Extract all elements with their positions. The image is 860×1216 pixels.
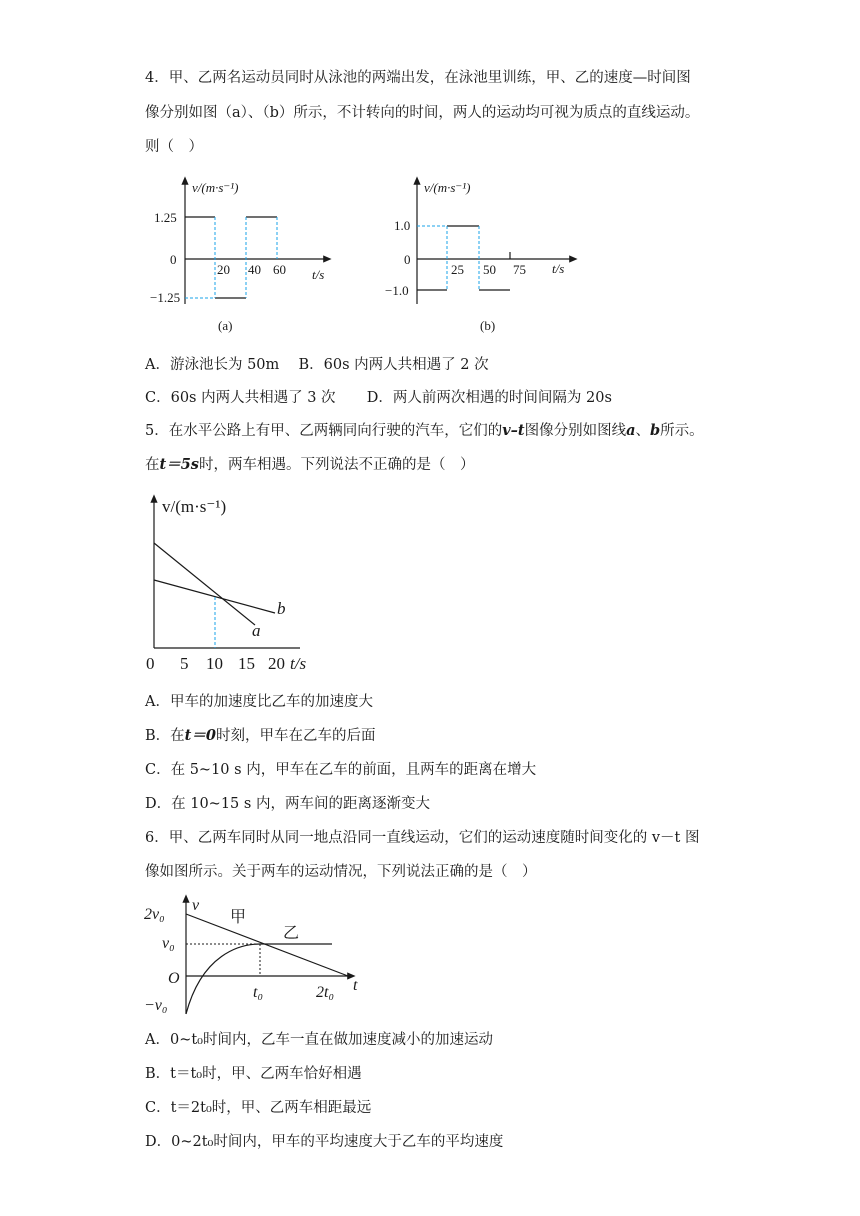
q6-x-end: 2t₀ bbox=[316, 984, 335, 1001]
q6-option-c: C．t＝2t₀时，甲、乙两车相距最远 bbox=[145, 1100, 372, 1116]
q6-x-mid: t₀ bbox=[253, 984, 264, 1001]
q4a-origin: 0 bbox=[170, 252, 177, 267]
q6-option-d: D．0~2t₀时间内，甲车的平均速度大于乙车的平均速度 bbox=[145, 1134, 504, 1150]
q4a-caption: (a) bbox=[218, 318, 233, 333]
q6-label-yi: 乙 bbox=[283, 925, 300, 942]
q5-xtick-5: 5 bbox=[180, 654, 189, 673]
q6-y-neg: −v₀ bbox=[144, 997, 168, 1014]
q5-stem-line-1 bbox=[145, 421, 704, 441]
q5-xtick-15: 15 bbox=[238, 654, 255, 673]
q4-figure-b bbox=[382, 172, 587, 342]
q5-xtick-0: 0 bbox=[146, 654, 155, 673]
q5-option-b-symbol: t＝0 bbox=[184, 727, 216, 744]
q4a-xlabel: t/s bbox=[312, 267, 325, 282]
q4b-xtick-50: 50 bbox=[483, 262, 496, 277]
q5-stem-symbol: v–t bbox=[502, 422, 525, 439]
q4b-xtick-75: 75 bbox=[513, 262, 526, 277]
q5-stem-text: 时，两车相遇。下列说法不正确的是（ ） bbox=[198, 457, 475, 473]
q4b-origin: 0 bbox=[404, 252, 411, 267]
q4b-xtick-25: 25 bbox=[451, 262, 464, 277]
q5-xtick-10: 10 bbox=[206, 654, 223, 673]
q4b-caption: (b) bbox=[480, 318, 496, 333]
q4a-xtick-40: 40 bbox=[248, 262, 261, 277]
q4b-y-pos: 1.0 bbox=[394, 218, 411, 233]
q4b-y-neg: −1.0 bbox=[385, 283, 409, 298]
q4a-ylabel: v/(m·s⁻¹) bbox=[192, 180, 239, 195]
q6-y-top: 2v₀ bbox=[144, 906, 165, 923]
q5-xlabel: t/s bbox=[290, 654, 307, 673]
q4a-xtick-20: 20 bbox=[217, 262, 230, 277]
q5-option-a: A．甲车的加速度比乙车的加速度大 bbox=[145, 694, 373, 710]
q6-stem-line-2: 像如图所示。关于两车的运动情况，下列说法正确的是（ ） bbox=[145, 864, 537, 880]
q5-xtick-20: 20 bbox=[268, 654, 285, 673]
q4-stem-line-1: 4．甲、乙两名运动员同时从泳池的两端出发，在泳池里训练，甲、乙的速度—时间图 bbox=[145, 70, 691, 86]
q6-xlabel: t bbox=[353, 977, 358, 994]
q5-option-b-text: B．在 bbox=[145, 728, 185, 744]
q5-stem-text: 图像分别如图线 bbox=[524, 423, 627, 439]
q4a-y-neg: −1.25 bbox=[150, 290, 181, 305]
q5-stem-text: 在 bbox=[145, 457, 160, 473]
q4-option-c: C．60s 内两人共相遇了 3 次 bbox=[145, 390, 336, 406]
q5-stem-symbol: a bbox=[626, 422, 636, 439]
q4-stem-line-2: 像分别如图（a）、（b）所示，不计转向的时间，两人的运动均可视为质点的直线运动。 bbox=[145, 105, 700, 121]
q5-label-a: a bbox=[252, 621, 261, 640]
q5-figure bbox=[140, 488, 340, 678]
q4a-xtick-60: 60 bbox=[273, 262, 286, 277]
q5-label-b: b bbox=[277, 599, 286, 618]
q4a-y-pos: 1.25 bbox=[154, 210, 177, 225]
q4-option-c-d bbox=[145, 388, 612, 408]
q6-figure bbox=[140, 892, 380, 1022]
q6-curve-yi bbox=[186, 944, 260, 1014]
q5-option-b-text: 时刻，甲车在乙车的后面 bbox=[215, 728, 376, 744]
q5-ylabel: v/(m·s⁻¹) bbox=[162, 497, 227, 516]
q6-label-jia: 甲 bbox=[230, 909, 247, 926]
q4b-ylabel: v/(m·s⁻¹) bbox=[424, 180, 471, 195]
q5-stem-symbol: t＝5s bbox=[159, 456, 199, 473]
q6-y-mid: v₀ bbox=[162, 935, 175, 952]
q6-option-a: A．0~t₀时间内，乙车一直在做加速度减小的加速运动 bbox=[145, 1032, 493, 1048]
q5-stem-text: 、 bbox=[635, 423, 651, 439]
q5-stem-text: 所示。 bbox=[660, 423, 704, 439]
q6-option-b: B．t＝t₀时，甲、乙两车恰好相遇 bbox=[145, 1066, 362, 1082]
q4-option-a-b bbox=[145, 355, 489, 375]
q4-stem-line-3: 则（ ） bbox=[145, 139, 203, 155]
q4-option-b: B．60s 内两人共相遇了 2 次 bbox=[298, 357, 489, 373]
q5-stem-text: 5．在水平公路上有甲、乙两辆同向行驶的汽车，它们的 bbox=[145, 423, 503, 439]
q4-option-d: D．两人前两次相遇的时间间隔为 20s bbox=[366, 390, 612, 406]
q5-stem-symbol: b bbox=[650, 422, 661, 439]
q6-stem-line-1: 6．甲、乙两车同时从同一地点沿同一直线运动，它们的运动速度随时间变化的 v－t 图 bbox=[145, 830, 700, 846]
q5-stem-line-2 bbox=[145, 455, 474, 475]
q6-ylabel: v bbox=[192, 897, 200, 914]
q4-figure-a bbox=[150, 172, 350, 342]
q4b-xlabel: t/s bbox=[552, 261, 565, 276]
q4-option-a: A．游泳池长为 50m bbox=[145, 357, 280, 373]
q5-option-d: D．在 10~15 s 内，两车间的距离逐渐变大 bbox=[145, 796, 430, 812]
q6-origin: O bbox=[168, 970, 180, 987]
q5-option-c: C．在 5~10 s 内，甲车在乙车的前面，且两车的距离在增大 bbox=[145, 762, 537, 778]
q5-option-b bbox=[145, 726, 375, 746]
